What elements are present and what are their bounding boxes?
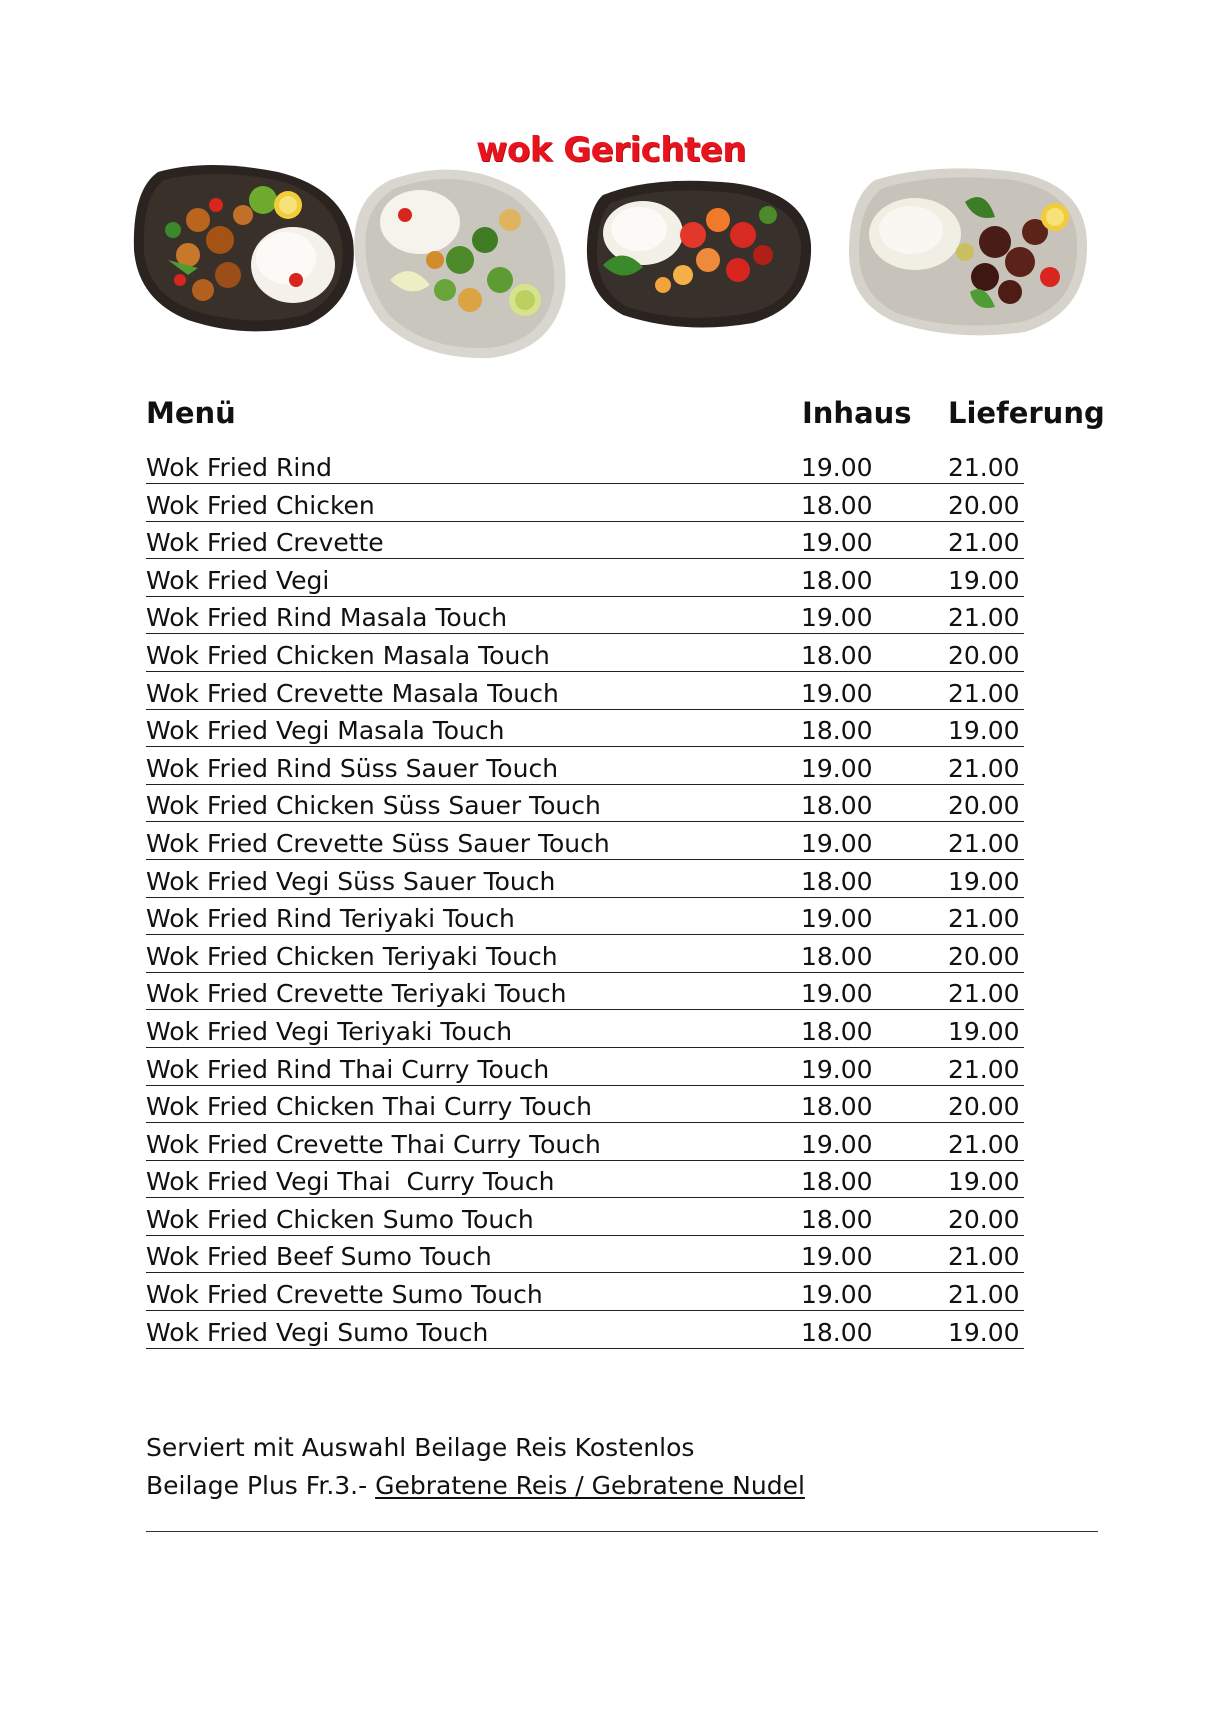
price-lieferung: 21.00 [948, 1242, 1020, 1272]
price-lieferung: 21.00 [948, 678, 1020, 708]
dish-name: Wok Fried Crevette Süss Sauer Touch [146, 828, 610, 858]
row-underline [146, 821, 1024, 822]
price-lieferung: 20.00 [948, 1092, 1020, 1122]
table-row [146, 564, 1026, 602]
price-lieferung: 21.00 [948, 1054, 1020, 1084]
table-row [146, 827, 1026, 865]
wok-dish-photo-vegetables [350, 160, 572, 360]
row-underline [146, 483, 1024, 484]
row-underline [146, 1085, 1024, 1086]
price-lieferung: 20.00 [948, 941, 1020, 971]
price-inhaus: 18.00 [801, 1167, 873, 1197]
price-inhaus: 19.00 [801, 678, 873, 708]
price-lieferung: 21.00 [948, 753, 1020, 783]
price-lieferung: 19.00 [948, 1016, 1020, 1046]
menu-table [146, 451, 1026, 1353]
footer-note-rice: Serviert mit Auswahl Beilage Reis Kostenlos [146, 1433, 695, 1462]
row-underline [146, 1348, 1024, 1349]
table-row [146, 752, 1026, 790]
wok-dish-photo-beef-sauce [845, 162, 1091, 338]
table-row [146, 940, 1026, 978]
dish-name: Wok Fried Crevette Teriyaki Touch [146, 979, 567, 1009]
price-inhaus: 19.00 [801, 1242, 873, 1272]
table-row [146, 451, 1026, 489]
table-row [146, 1316, 1026, 1354]
table-row [146, 639, 1026, 677]
column-header-lieferung: Lieferung [948, 396, 1105, 430]
price-inhaus: 19.00 [801, 828, 873, 858]
price-inhaus: 19.00 [801, 528, 873, 558]
dish-name: Wok Fried Chicken Thai Curry Touch [146, 1092, 592, 1122]
footer-note-extra-options: Gebratene Reis / Gebratene Nudel [375, 1471, 805, 1500]
price-lieferung: 20.00 [948, 791, 1020, 821]
price-lieferung: 21.00 [948, 453, 1020, 482]
dish-name: Wok Fried Rind Thai Curry Touch [146, 1054, 550, 1084]
table-row [146, 1278, 1026, 1316]
table-row [146, 677, 1026, 715]
row-underline [146, 709, 1024, 710]
price-lieferung: 21.00 [948, 603, 1020, 633]
price-inhaus: 19.00 [801, 1054, 873, 1084]
row-underline [146, 633, 1024, 634]
price-inhaus: 18.00 [801, 941, 873, 971]
table-row [146, 1015, 1026, 1053]
table-row [146, 1053, 1026, 1091]
price-inhaus: 19.00 [801, 1129, 873, 1159]
price-inhaus: 19.00 [801, 1280, 873, 1310]
row-underline [146, 934, 1024, 935]
price-lieferung: 21.00 [948, 1129, 1020, 1159]
bottom-divider [146, 1531, 1098, 1532]
table-row [146, 865, 1026, 903]
price-lieferung: 21.00 [948, 904, 1020, 934]
price-lieferung: 21.00 [948, 979, 1020, 1009]
dish-name: Wok Fried Crevette Sumo Touch [146, 1280, 543, 1310]
price-inhaus: 18.00 [801, 1092, 873, 1122]
price-inhaus: 18.00 [801, 1016, 873, 1046]
price-lieferung: 21.00 [948, 528, 1020, 558]
price-lieferung: 19.00 [948, 565, 1020, 595]
price-inhaus: 18.00 [801, 716, 873, 746]
dish-name: Wok Fried Beef Sumo Touch [146, 1242, 492, 1272]
price-lieferung: 20.00 [948, 490, 1020, 520]
price-lieferung: 19.00 [948, 716, 1020, 746]
column-header-menu: Menü [146, 396, 236, 430]
row-underline [146, 1122, 1024, 1123]
price-inhaus: 19.00 [801, 904, 873, 934]
dish-name: Wok Fried Chicken Masala Touch [146, 640, 550, 670]
row-underline [146, 859, 1024, 860]
table-row [146, 977, 1026, 1015]
row-underline [146, 746, 1024, 747]
row-underline [146, 972, 1024, 973]
price-inhaus: 18.00 [801, 565, 873, 595]
dish-name: Wok Fried Crevette Thai Curry Touch [146, 1129, 601, 1159]
price-inhaus: 18.00 [801, 1204, 873, 1234]
price-lieferung: 20.00 [948, 640, 1020, 670]
price-inhaus: 19.00 [801, 453, 873, 482]
dish-name: Wok Fried Chicken [146, 490, 375, 520]
row-underline [146, 521, 1024, 522]
row-underline [146, 1235, 1024, 1236]
table-row [146, 902, 1026, 940]
row-underline [146, 1047, 1024, 1048]
price-lieferung: 21.00 [948, 1280, 1020, 1310]
table-row [146, 526, 1026, 564]
row-underline [146, 671, 1024, 672]
wok-dish-photo-shrimp-peppers [583, 175, 815, 330]
row-underline [146, 596, 1024, 597]
price-lieferung: 19.00 [948, 866, 1020, 896]
dish-name: Wok Fried Chicken Teriyaki Touch [146, 941, 558, 971]
price-inhaus: 18.00 [801, 791, 873, 821]
row-underline [146, 784, 1024, 785]
table-row [146, 489, 1026, 527]
dish-name: Wok Fried Rind [146, 453, 332, 482]
table-row [146, 789, 1026, 827]
footer-note-extra-prefix: Beilage Plus Fr.3.- [146, 1471, 376, 1500]
price-inhaus: 18.00 [801, 1317, 873, 1347]
price-inhaus: 19.00 [801, 979, 873, 1009]
column-header-inhaus: Inhaus [802, 396, 912, 430]
table-row [146, 1240, 1026, 1278]
dish-name: Wok Fried Vegi Süss Sauer Touch [146, 866, 556, 896]
dish-name: Wok Fried Chicken Süss Sauer Touch [146, 791, 601, 821]
row-underline [146, 1009, 1024, 1010]
footer-note-extra [146, 1471, 805, 1500]
dish-name: Wok Fried Vegi [146, 565, 330, 595]
table-row [146, 1203, 1026, 1241]
price-inhaus: 18.00 [801, 640, 873, 670]
dish-name: Wok Fried Vegi Thai Curry Touch [146, 1167, 555, 1197]
dish-name: Wok Fried Rind Süss Sauer Touch [146, 753, 559, 783]
dish-name: Wok Fried Vegi Masala Touch [146, 716, 505, 746]
dish-name: Wok Fried Crevette [146, 528, 384, 558]
table-row [146, 601, 1026, 639]
row-underline [146, 1272, 1024, 1273]
price-inhaus: 19.00 [801, 753, 873, 783]
table-row [146, 1165, 1026, 1203]
table-row [146, 714, 1026, 752]
dish-name: Wok Fried Rind Teriyaki Touch [146, 904, 515, 934]
row-underline [146, 897, 1024, 898]
table-row [146, 1128, 1026, 1166]
page-title: wok Gerichten [476, 130, 746, 170]
dish-name: Wok Fried Chicken Sumo Touch [146, 1204, 534, 1234]
price-lieferung: 19.00 [948, 1167, 1020, 1197]
price-lieferung: 21.00 [948, 828, 1020, 858]
dish-name: Wok Fried Vegi Teriyaki Touch [146, 1016, 513, 1046]
row-underline [146, 1160, 1024, 1161]
row-underline [146, 1310, 1024, 1311]
dish-name: Wok Fried Vegi Sumo Touch [146, 1317, 489, 1347]
price-lieferung: 20.00 [948, 1204, 1020, 1234]
row-underline [146, 1197, 1024, 1198]
dish-name: Wok Fried Crevette Masala Touch [146, 678, 559, 708]
price-inhaus: 18.00 [801, 866, 873, 896]
price-inhaus: 19.00 [801, 603, 873, 633]
price-inhaus: 18.00 [801, 490, 873, 520]
table-row [146, 1090, 1026, 1128]
row-underline [146, 558, 1024, 559]
wok-dish-photo-beef-rice [128, 160, 364, 336]
price-lieferung: 19.00 [948, 1317, 1020, 1347]
dish-name: Wok Fried Rind Masala Touch [146, 603, 508, 633]
